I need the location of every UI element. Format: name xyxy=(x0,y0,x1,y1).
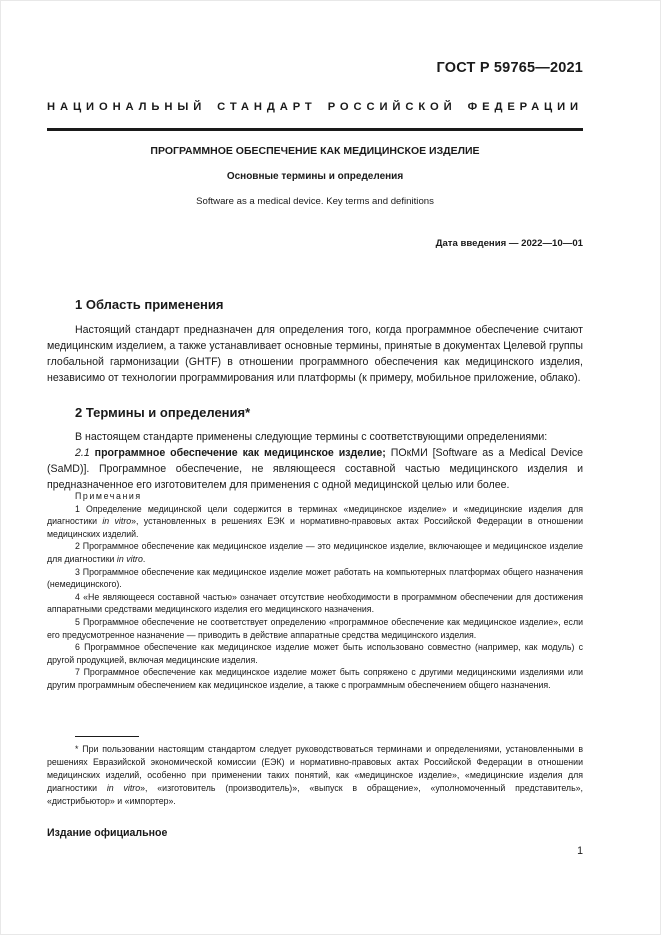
section-1-text xyxy=(47,322,583,386)
note-item: 7 Программное обеспечение как медицинское изделие может быть сопряжено с другими медицинскими изделиями или другим программным обеспечением как медицинское изделие, а также с программным обеспечением общего назначения. xyxy=(47,667,583,690)
term-abbreviation: ПОкМИ [Software as a Medical Device (SaMD)]. xyxy=(47,447,584,475)
term-number: 2.1 xyxy=(75,447,90,459)
section-2-intro xyxy=(47,429,583,445)
notes-block xyxy=(47,490,583,692)
footnote: * При пользовании настоящим стандартом следует руководствоваться терминами и определениями, установленными в решениях Евразийской экономической комиссии (ЕЭК) и нормативно-правовых актах Российской Федерации в отношении медицинских изделий, особенно при применении таких понятий, как «медицинское изделие», «медицинские изделия для диагностики in vitro», «изготовитель (производитель)», «выпуск в обращение», «уполномоченный представитель», «дистрибьютор» и «импортер». xyxy=(47,744,583,806)
official-edition-label: Издание официальное xyxy=(47,827,168,839)
note-item: 6 Программное обеспечение как медицинское изделие может быть использовано совместно (например, как модуль) с другой продукцией, включая медицинские изделия. xyxy=(47,642,583,665)
introduction-date: Дата введения — 2022—10—01 xyxy=(435,238,583,249)
note-item: 5 Программное обеспечение не соответствует определению «программное обеспечение как медицинское изделие», если его предусмотренное назначение — приводить в действие аппаратные средства медицинского изделия. xyxy=(47,616,583,640)
document-subtitle: Основные термины и определения xyxy=(226,171,404,182)
note-item: 1 Определение медицинской цели содержится в терминах «медицинское изделие» и «медицинские изделия для диагностики in vitro», установленных в решениях ЕЭК и нормативно-правовых актах Российской Федерации в отношении медицинских изделий. xyxy=(47,503,583,539)
header-rule xyxy=(47,128,583,131)
section-1-heading: 1 Область применения xyxy=(75,297,224,312)
english-title: Software as a medical device. Key terms and definitions xyxy=(196,196,434,207)
section-2-heading: 2 Термины и определения* xyxy=(75,405,251,420)
page-number: 1 xyxy=(577,845,583,857)
note-item: 3 Программное обеспечение как медицинское изделие может работать на компьютерных платформах общего назначения (немедицинского). xyxy=(47,566,583,590)
document-title: ПРОГРАММНОЕ ОБЕСПЕЧЕНИЕ КАК МЕДИЦИНСКОЕ ИЗДЕЛИЕ xyxy=(150,145,480,157)
national-standard-banner: НАЦИОНАЛЬНЫЙ СТАНДАРТ РОССИЙСКОЙ ФЕДЕРАЦИИ xyxy=(47,101,583,113)
term-2-1 xyxy=(47,445,583,493)
note-item: 4 «Не являющееся составной частью» означает отсутствие необходимости в программном обеспечении для достижения аппаратными средствами медицинского изделия его медицинского назначения. xyxy=(47,591,583,615)
note-item: 2 Программное обеспечение как медицинское изделие — это медицинское изделие, включающее и медицинское изделие для диагностики in vitro. xyxy=(47,541,583,564)
notes-heading: Примечания xyxy=(75,491,142,501)
footnote-rule xyxy=(75,736,139,737)
term-name: программное обеспечение как медицинское изделие; xyxy=(94,447,386,459)
section-2-intro-text: В настоящем стандарте применены следующие термины с соответствующими определениями: xyxy=(75,431,548,443)
term-definition: Программное обеспечение, не являющееся составной частью медицинского изделия и предназначенное его изготовителем для применения с одной медицинской целью или более. xyxy=(47,463,583,491)
section-1-body: Настоящий стандарт предназначен для определения того, когда программное обеспечение считают медицинским изделием, а также устанавливает основные термины, принятые в документах Целевой группы глобальной гармонизации (GHTF) в отношении программного обеспечения как медицинского изделия, независимо от технологии программирования или платформы (к примеру, мобильное приложение, облако). xyxy=(47,324,584,384)
standard-number: ГОСТ Р 59765—2021 xyxy=(436,60,583,76)
